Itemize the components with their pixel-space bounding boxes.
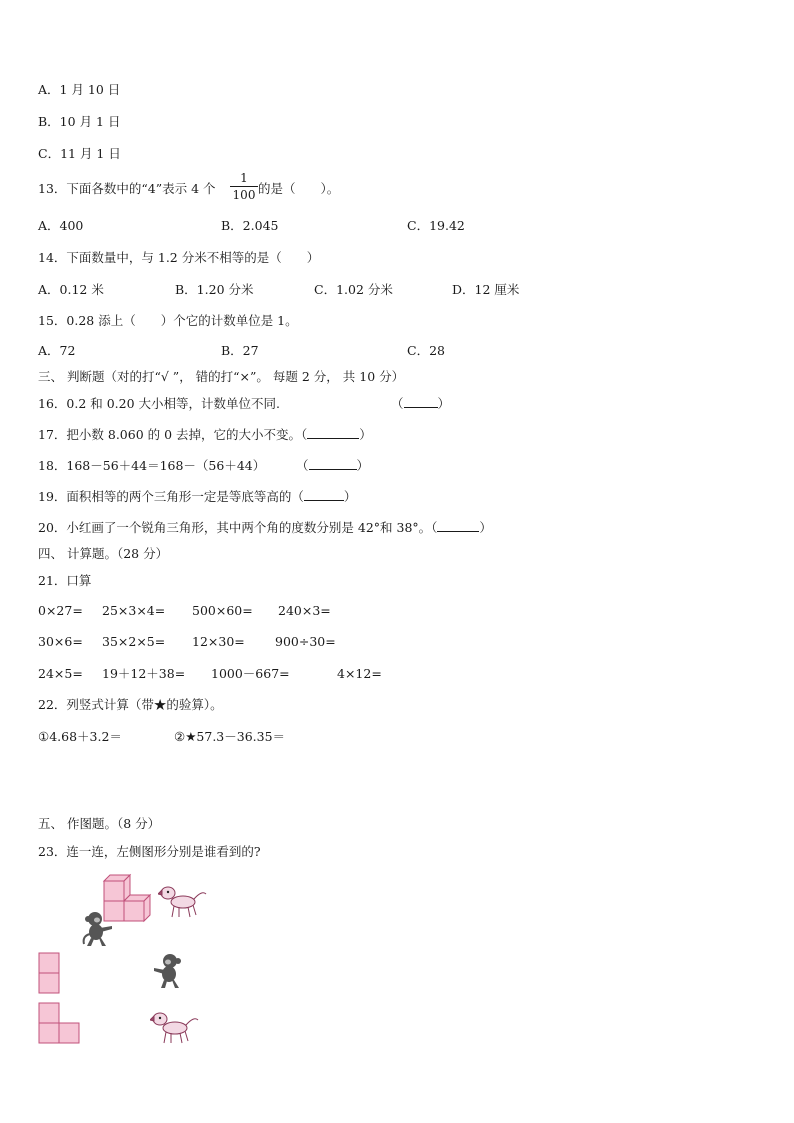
q13-stem-after: 的是（ ）。 [258, 181, 340, 196]
q23-title: 23．连一连，左侧图形分别是谁看到的? [38, 844, 261, 859]
q21-item: 35×2×5= [102, 634, 166, 649]
answer-blank[interactable] [404, 396, 438, 408]
q22-item-2: ②★57.3－36.35＝ [174, 729, 286, 744]
fraction-bar [230, 186, 258, 187]
answer-blank[interactable] [304, 489, 344, 501]
q13-option-a: A．400 [38, 218, 84, 233]
section-4-heading: 四、 计算题。（28 分） [38, 546, 169, 561]
l-shape-figure [38, 1002, 82, 1046]
q17: 17．把小数 8.060 的 0 去掉，它的大小不变。（ ） [38, 427, 372, 442]
q12-option-a: A．1 月 10 日 [38, 82, 121, 97]
q13-stem [38, 181, 216, 197]
q13-option-b: B．2.045 [221, 218, 279, 233]
q22-title: 22．列竖式计算（带★的验算）。 [38, 697, 223, 712]
q21-item: 4×12= [337, 666, 382, 681]
dog-icon [150, 1010, 200, 1046]
q21-title: 21．口算 [38, 573, 92, 588]
stacked-squares-figure [38, 952, 62, 996]
q22-item-1: ①4.68＋3.2＝ [38, 729, 122, 744]
section-3-heading: 三、 判断题（对的打“√ ”， 错的打“×”。 每题 2 分， 共 10 分） [38, 369, 405, 384]
q12-option-b: B．10 月 1 日 [38, 114, 121, 129]
q21-item: 900÷30= [275, 634, 336, 649]
q15-option-b: B．27 [221, 343, 259, 358]
q16: 16．0.2 和 0.20 大小相等，计数单位不同. [38, 396, 281, 411]
q12-option-c: C．11 月 1 日 [38, 146, 121, 161]
q18-answer-paren: （ ） [296, 458, 370, 473]
q14-stem: 14．下面数量中，与 1.2 分米不相等的是（ ） [38, 250, 320, 265]
answer-blank[interactable] [309, 458, 357, 470]
answer-blank[interactable] [307, 427, 359, 439]
q16-answer-paren: （ ） [391, 396, 451, 411]
q13-stem-before: 13．下面各数中的“4”表示 4 个 [38, 181, 216, 196]
q13-option-c: C．19.42 [407, 218, 465, 233]
q21-item: 19＋12＋38= [102, 666, 186, 681]
q14-option-b: B．1.20 分米 [175, 282, 254, 297]
q21-item: 12×30= [192, 634, 245, 649]
monkey-icon [152, 952, 186, 990]
dog-icon [158, 884, 208, 920]
q13-fraction [230, 171, 258, 202]
q13-frac-numerator: 1 [240, 171, 248, 185]
q15-option-a: A．72 [38, 343, 76, 358]
q21-item: 1000－667= [211, 666, 290, 681]
q13-frac-denominator: 100 [232, 188, 256, 202]
q18: 18．168－56＋44＝168－（56＋44） [38, 458, 266, 473]
q20: 20．小红画了一个锐角三角形，其中两个角的度数分别是 42°和 38°。（ ） [38, 520, 492, 535]
section-5-heading: 五、 作图题。（8 分） [38, 816, 161, 831]
monkey-icon [82, 910, 116, 948]
answer-blank[interactable] [437, 520, 479, 532]
q19: 19．面积相等的两个三角形一定是等底等高的（ ） [38, 489, 357, 504]
q21-item: 240×3= [278, 603, 331, 618]
q14-option-d: D．12 厘米 [452, 282, 520, 297]
q15-stem: 15．0.28 添上（ ）个它的计数单位是 1。 [38, 313, 298, 328]
q15-option-c: C．28 [407, 343, 445, 358]
q21-item: 30×6= [38, 634, 83, 649]
q21-item: 24×5= [38, 666, 83, 681]
q21-item: 500×60= [192, 603, 253, 618]
q14-option-a: A．0.12 米 [38, 282, 104, 297]
q21-item: 25×3×4= [102, 603, 166, 618]
q21-item: 0×27= [38, 603, 83, 618]
q14-option-c: C．1.02 分米 [314, 282, 393, 297]
